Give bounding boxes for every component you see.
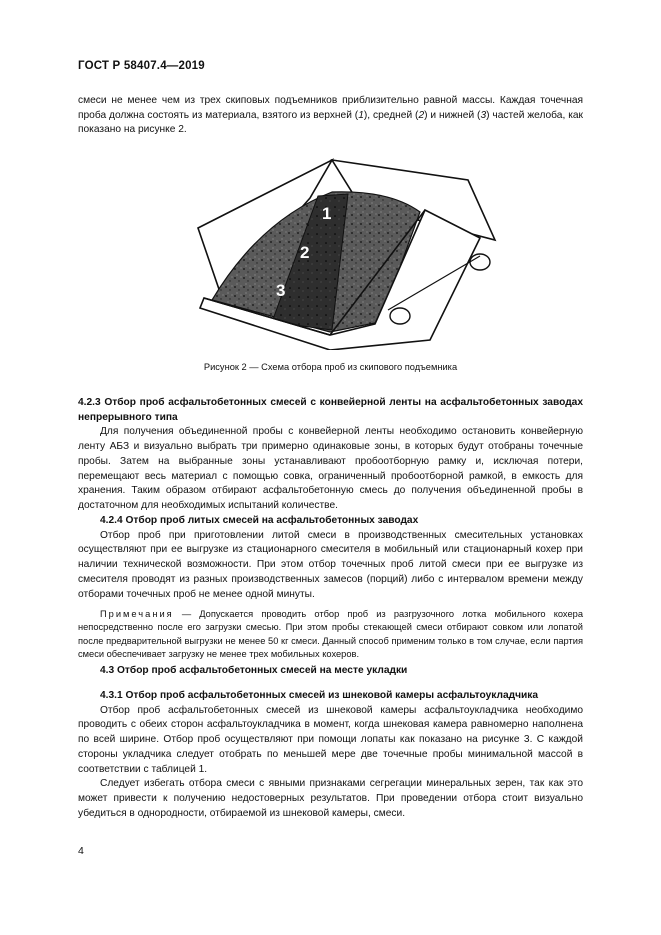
skip-hoist-figure [170,150,500,350]
section-heading-4-2-3: 4.2.3 Отбор проб асфальтобетонных смесей с конвейерной ленты на асфальтобетонных заводах непрерывного типа [78,397,583,423]
section-4-3-1 [78,689,583,821]
note-text: — Допускается проводить отбор проб из разгрузочного лотка мобильного кохера непосредственно после его загрузки смесью. При этом пробы стекающей смеси отбирают совком или лопатой после предварительной выгрузки не менее 50 кг смеси. Данный способ применим только в том случае, если партия смеси обеспечивает загрузку не менее трех мобильных кохеров. [78,609,583,659]
note-paragraph [78,608,583,661]
zone-label-1: 1 [322,204,332,223]
section-4-2-4 [78,514,583,661]
section-paragraph-4-2-4: Отбор проб при приготовлении литой смеси в производственных смесительных установках осуществляют при ее выгрузке из стационарного смесителя в мобильный или стационарный кохер при наличии технической возможности. При этом отбор точечных проб литой смеси при ее выгрузке из смесителя проводят из разных производственных замесов (порций) либо с интервалом времени между отборами точечных проб не менее одной минуты. [78,529,583,600]
intro-num-3: 3 [480,109,487,121]
intro-text-4: ) частей желоба, как показано на рисунке 2. [78,109,583,136]
intro-num-1: 1 [358,109,364,121]
figure-caption: Рисунок 2 — Схема отбора проб из скипового подъемника [203,362,458,372]
section-paragraph-4-3-1-a: Отбор проб асфальтобетонных смесей из шнековой камеры асфальтоукладчика необходимо проводить с обеих сторон асфальтоукладчика в момент, когда шнековая камера равномерно наполнена по всей ширине. Отбор проб осуществляют при помощи лопаты как показано на рисунке 3. С каждой стороны укладчика следует отобрать по меньшей мере две точечные пробы минимальной массой в соответствии с таблицей 1. [78,704,583,775]
note-label: Примечания [100,609,174,620]
section-heading-4-3-1: 4.3.1 Отбор проб асфальтобетонных смесей из шнековой камеры асфальтоукладчика [100,690,539,701]
intro-paragraph [78,94,583,138]
document-header: ГОСТ Р 58407.4—2019 [78,60,205,72]
page-number: 4 [78,845,84,857]
section-heading-4-2-4: 4.2.4 Отбор проб литых смесей на асфальтобетонных заводах [100,515,419,526]
intro-text-2: ), средней ( [363,109,419,121]
intro-num-2: 2 [418,109,425,121]
zone-label-2: 2 [300,243,310,262]
section-4-3 [78,664,583,679]
roller-left [390,308,410,324]
section-paragraph-4-2-3: Для получения объединенной пробы с конвейерной ленты необходимо остановить конвейерную ленту АБЗ и визуально выбрать три примерно одинаковые зоны, в которых будут отобраны точечные пробы. Затем на выбранные зоны устанавливают пробоотборную рамку и, исключая потери, перемещают весь материал с помощью совка, ограниченный пробоотборной рамкой, в емкость для хранения. Таким образом отбирают асфальтобетонную смесь до получения объединенной пробы в достаточном для необходимых испытаний количестве. [78,426,583,511]
skip-hoist-drawing [170,150,500,350]
section-heading-4-3: 4.3 Отбор проб асфальтобетонных смесей на месте укладки [100,665,408,676]
intro-text-1: смеси не менее чем из трех скиповых подъемников приблизительно равной массы. Каждая точечная проба должна состоять из материала, взятого из верхней ( [78,95,583,121]
intro-text-3: ) и нижней ( [424,109,481,121]
zone-label-3: 3 [276,281,286,300]
section-paragraph-4-3-1-b: Следует избегать отбора смеси с явными признаками сегрегации минеральных зерен, так как это может привести к получению недостоверных результатов. При проведении отбора стоит визуально убедиться в однородности, отбираемой из шнековой камеры, смеси. [78,778,583,819]
section-4-2-3 [78,396,583,514]
